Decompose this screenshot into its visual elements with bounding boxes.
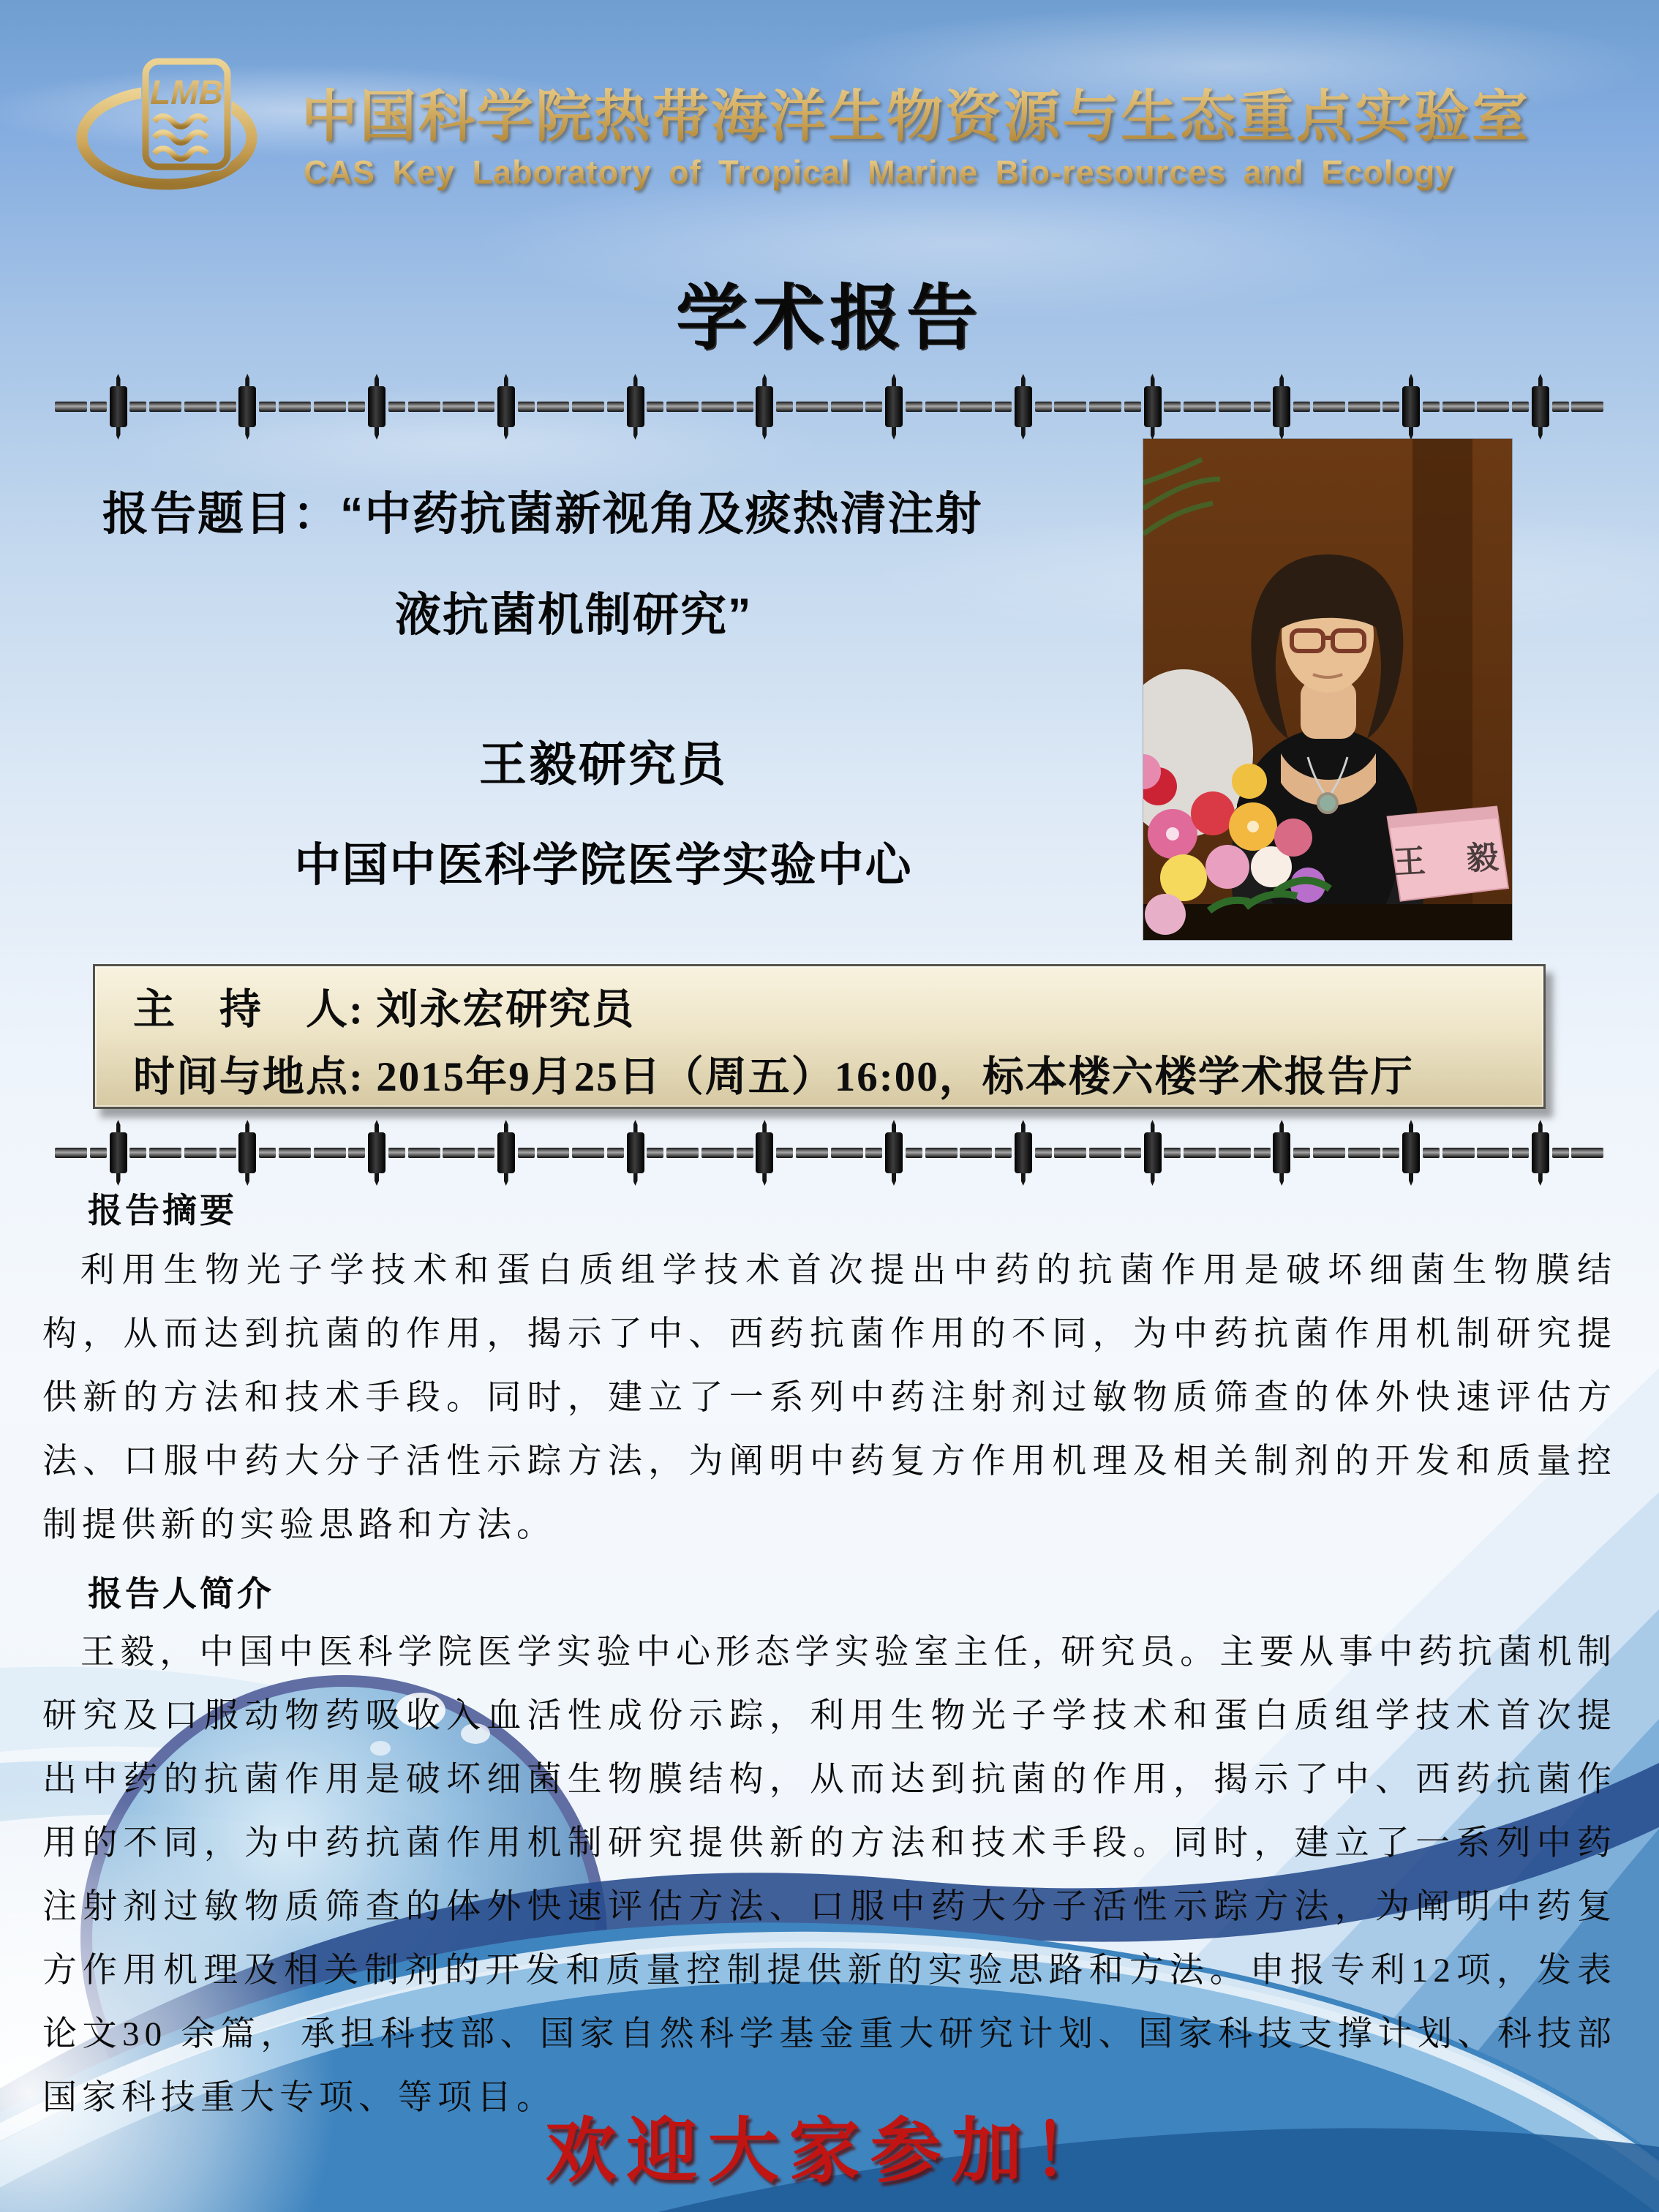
divider-bar — [1015, 386, 1032, 427]
divider-bar — [1532, 1132, 1549, 1173]
divider-dash — [607, 402, 624, 412]
divider-dash — [149, 1148, 181, 1158]
divider-dash — [1254, 1148, 1271, 1158]
speaker-photo — [1143, 439, 1512, 940]
divider-dash — [184, 402, 217, 412]
divider-dash — [1035, 402, 1052, 412]
divider-dash — [1442, 1148, 1475, 1158]
speaker-affiliation: 中国中医科学院医学实验中心 — [294, 840, 913, 891]
event-info-box — [93, 964, 1546, 1109]
divider-dash — [831, 402, 863, 412]
divider-dash — [1293, 402, 1310, 412]
divider-dash — [259, 1148, 276, 1158]
divider-dash — [572, 1148, 604, 1158]
divider-dash — [1184, 1148, 1216, 1158]
divider-dash — [1512, 1148, 1529, 1158]
divider-bar — [756, 386, 773, 427]
chain-divider-top — [55, 385, 1604, 428]
divider-dash — [1184, 402, 1216, 412]
divider-bar — [368, 386, 385, 427]
lab-title-cn: 中国科学院热带海洋生物资源与生态重点实验室 — [301, 72, 1618, 153]
time-place-line: 时间与地点: 2015年9月25日（周五）16:00，标本楼六楼学术报告厅 — [133, 1054, 1414, 1100]
divider-dash — [607, 1148, 624, 1158]
divider-dash — [831, 1148, 863, 1158]
divider-dash — [1552, 402, 1569, 412]
divider-dash — [1423, 1148, 1440, 1158]
divider-dash — [1442, 402, 1475, 412]
divider-bar — [1273, 1132, 1290, 1173]
divider-dash — [995, 1148, 1012, 1158]
divider-dash — [1054, 402, 1086, 412]
divider-dash — [1124, 402, 1141, 412]
divider-dash — [314, 1148, 346, 1158]
divider-dash — [279, 1148, 311, 1158]
divider-dash — [1089, 1148, 1121, 1158]
bio-heading: 报告人简介 — [88, 1576, 274, 1614]
abstract-body: 利用生物光子学技术和蛋白质组学技术首次提出中药的抗菌作用是破坏细菌生物膜结构，从而达到抗菌的作用，揭示了中、西药抗菌作用的不同，为中药抗菌作用机制研究提供新的方法和技术手段。同时，建立了一系列中药注射剂过敏物质筛查的体外快速评估方法、口服中药大分子活性示踪方法，为阐明中药复方作用机理及相关制剂的开发和质量控制提供新的实验思路和方法。 — [42, 1252, 1617, 1544]
logo-waves — [154, 116, 207, 159]
divider-dash — [219, 1148, 236, 1158]
divider-dash — [1348, 402, 1380, 412]
divider-bar — [1273, 386, 1290, 427]
poster-title: 学术报告 — [676, 278, 983, 358]
divider-dash — [1089, 402, 1121, 412]
report-title-line2: 液抗菌机制研究” — [395, 590, 753, 641]
divider-dash — [408, 402, 440, 412]
divider-bar — [238, 1132, 256, 1173]
host-line: 主 持 人: 刘永宏研究员 — [133, 987, 636, 1033]
divider-bar — [110, 1132, 127, 1173]
divider-dash — [279, 402, 311, 412]
divider-dash — [796, 1148, 828, 1158]
name-card — [1387, 806, 1508, 901]
divider-dash — [55, 402, 87, 412]
divider-dash — [906, 402, 922, 412]
divider-dash — [1219, 1148, 1251, 1158]
logo-acronym: LMB — [150, 73, 223, 111]
divider-bar — [885, 1132, 903, 1173]
divider-dash — [1477, 402, 1509, 412]
divider-dash — [443, 1148, 475, 1158]
divider-dash — [1571, 402, 1603, 412]
divider-dash — [995, 402, 1012, 412]
divider-dash — [219, 402, 236, 412]
divider-bar — [627, 1132, 644, 1173]
divider-bar — [497, 1132, 515, 1173]
divider-bar — [368, 1132, 385, 1173]
divider-dash — [90, 1148, 107, 1158]
divider-dash — [666, 1148, 699, 1158]
table-edge — [1143, 904, 1512, 940]
divider-bar — [238, 386, 256, 427]
divider-dash — [1382, 1148, 1399, 1158]
divider-dash — [796, 402, 828, 412]
divider-dash — [960, 402, 992, 412]
divider-dash — [776, 1148, 793, 1158]
divider-dash — [776, 402, 793, 412]
divider-dash — [865, 1148, 882, 1158]
abstract-heading: 报告摘要 — [88, 1192, 237, 1230]
divider-bar — [885, 386, 903, 427]
divider-dash — [701, 402, 734, 412]
divider-dash — [1164, 402, 1181, 412]
divider-dash — [1254, 402, 1271, 412]
divider-dash — [1382, 402, 1399, 412]
divider-dash — [518, 1148, 535, 1158]
divider-dash — [1124, 1148, 1141, 1158]
divider-dash — [537, 1148, 569, 1158]
divider-dash — [737, 1148, 753, 1158]
divider-dash — [1552, 1148, 1569, 1158]
divider-dash — [666, 402, 699, 412]
divider-dash — [737, 402, 753, 412]
divider-dash — [1477, 1148, 1509, 1158]
divider-dash — [1293, 1148, 1310, 1158]
welcome-message: 欢迎大家参加！ — [545, 2113, 1114, 2191]
divider-dash — [348, 402, 365, 412]
divider-dash — [925, 1148, 958, 1158]
chain-divider-bottom — [55, 1132, 1604, 1174]
divider-dash — [647, 1148, 663, 1158]
divider-dash — [537, 402, 569, 412]
divider-dash — [1423, 402, 1440, 412]
divider-bar — [627, 386, 644, 427]
divider-dash — [572, 402, 604, 412]
divider-dash — [90, 402, 107, 412]
divider-dash — [1035, 1148, 1052, 1158]
divider-dash — [906, 1148, 922, 1158]
divider-dash — [865, 402, 882, 412]
bio-body: 王毅，中国中医科学院医学实验中心形态学实验室主任, 研究员。主要从事中药抗菌机制研究及口服动物药吸收入血活性成份示踪，利用生物光子学技术和蛋白质组学技术首次提出中药的抗菌作用是破坏细菌生物膜结构，从而达到抗菌的作用，揭示了中、西药抗菌作用的不同，为中药抗菌作用机制研究提供新的方法和技术手段。同时，建立了一系列中药注射剂过敏物质筛查的体外快速评估方法、口服中药大分子活性示踪方法，为阐明中药复方作用机理及相关制剂的开发和质量控制提供新的实验思路和方法。申报专利12项，发表论文30 余篇，承担科技部、国家自然科学基金重大研究计划、国家科技支撑计划、科技部国家科技重大专项、等项目。 — [42, 1633, 1617, 2117]
lab-logo — [75, 51, 280, 198]
divider-dash — [1313, 402, 1345, 412]
divider-dash — [408, 1148, 440, 1158]
divider-dash — [960, 1148, 992, 1158]
divider-dash — [1054, 1148, 1086, 1158]
divider-bar — [1402, 386, 1420, 427]
divider-dash — [388, 402, 405, 412]
divider-dash — [149, 402, 181, 412]
divider-dash — [129, 402, 146, 412]
divider-dash — [1571, 1148, 1603, 1158]
divider-dash — [388, 1148, 405, 1158]
divider-dash — [259, 402, 276, 412]
divider-dash — [478, 1148, 494, 1158]
divider-dash — [1313, 1148, 1345, 1158]
divider-dash — [701, 1148, 734, 1158]
divider-bar — [756, 1132, 773, 1173]
divider-bar — [110, 386, 127, 427]
divider-dash — [647, 402, 663, 412]
divider-bar — [1144, 386, 1162, 427]
divider-dash — [518, 402, 535, 412]
divider-dash — [184, 1148, 217, 1158]
divider-dash — [55, 1148, 87, 1158]
divider-dash — [478, 402, 494, 412]
divider-dash — [1348, 1148, 1380, 1158]
speaker-name: 王毅研究员 — [478, 737, 728, 791]
divider-dash — [1164, 1148, 1181, 1158]
divider-dash — [314, 402, 346, 412]
divider-bar — [1144, 1132, 1162, 1173]
divider-dash — [443, 402, 475, 412]
divider-dash — [925, 402, 958, 412]
divider-bar — [1402, 1132, 1420, 1173]
lab-title-en: CAS Key Laboratory of Tropical Marine Bio-resources and Ecology — [304, 154, 1620, 192]
name-card-text: 王 毅 — [1392, 839, 1504, 881]
divider-bar — [1015, 1132, 1032, 1173]
divider-bar — [1532, 386, 1549, 427]
divider-dash — [1512, 402, 1529, 412]
divider-bar — [497, 386, 515, 427]
divider-dash — [129, 1148, 146, 1158]
divider-dash — [348, 1148, 365, 1158]
divider-dash — [1219, 402, 1251, 412]
report-title-line1: 报告题目：“中药抗菌新视角及痰热清注射 — [102, 489, 983, 540]
